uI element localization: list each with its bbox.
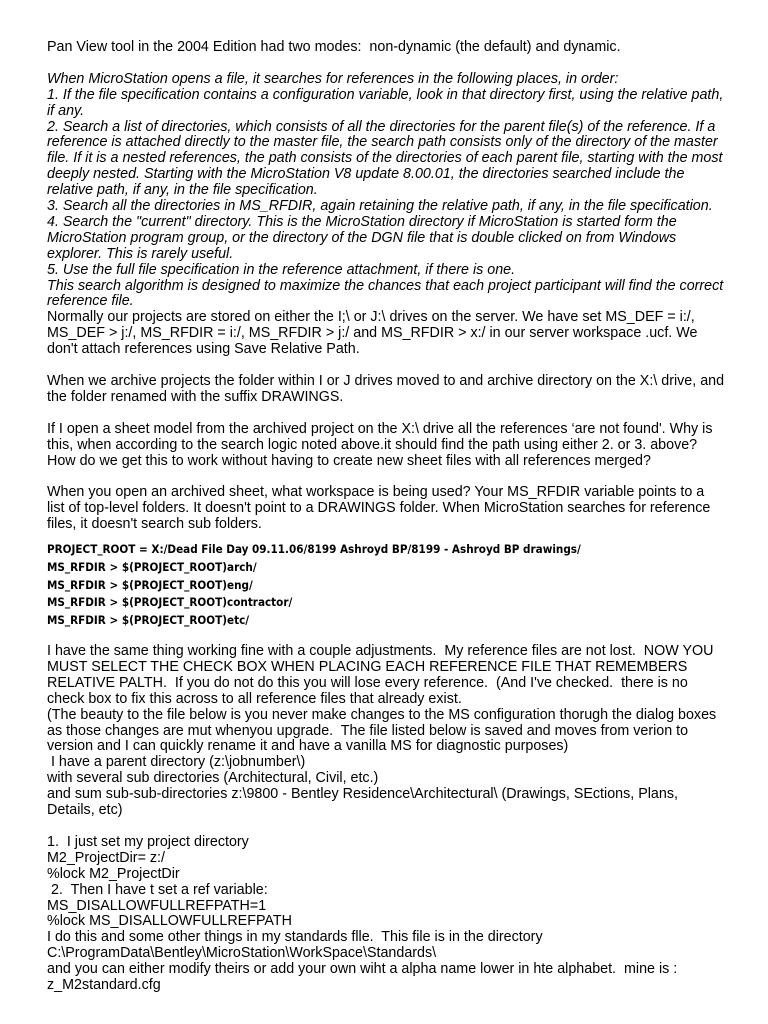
search-order-quote [47,72,742,311]
config-code-block [47,541,742,630]
paragraph-gap [47,630,742,644]
search-order-line: deeply nested. Starting with the MicroStation V8 update 8.00.01, the directories searched include the [47,166,685,183]
steps-line: M2_ProjectDir= z:/ [47,849,165,866]
steps-line: z_M2standard.cfg [47,977,161,994]
question-paragraph [47,422,742,470]
answer-paragraph [47,485,742,533]
steps-line: and you can either modify theirs or add your own wiht a alpha name lower in hte alphabet. mine is : [47,961,678,978]
reply-line: I have a parent directory (z:\jobnumber\) [47,754,306,771]
reply-line: RELATIVE PALTH. If you do not do this you will lose every reference. (And I've checked. there is no [47,674,688,691]
reply-line: check box to fix this across to all reference files that already exist. [47,690,462,707]
search-order-line: explorer. This is rarely useful. [47,245,234,262]
setup-line: don't attach references using Save Relative Path. [47,341,360,358]
question-line: this, when according to the search logic noted above.it should find the path using either 2. or 3. above? [47,436,698,453]
steps-line: C:\ProgramData\Bentley\MicroStation\WorkSpace\Standards\ [47,945,437,962]
intro-line: Pan View tool in the 2004 Edition had two modes: non-dynamic (the default) and dynamic. [47,39,621,55]
reply-line: with several sub directories (Architectural, Civil, etc.) [47,770,379,787]
search-order-line: 5. Use the full file specification in the reference attachment, if there is one. [47,261,516,278]
config-code-line: MS_RFDIR > $(PROJECT_ROOT)etc/ [47,613,250,628]
search-order-line: reference is attached directly to the master file, the search path consists only of the directory of the master [47,134,718,151]
setup-paragraph [47,310,742,358]
paragraph-gap [47,406,742,422]
reply-line: I have the same thing working fine with a couple adjustments. My reference files are not lost. NOW YOU [47,643,714,660]
search-order-line: MicroStation program group, or the directory of the DGN file that is double clicked on from Windows [47,229,677,246]
config-code-line: MS_RFDIR > $(PROJECT_ROOT)contractor/ [47,595,293,610]
config-code-line: MS_RFDIR > $(PROJECT_ROOT)eng/ [47,577,253,592]
steps-line: I do this and some other things in my standards flle. This file is in the directory [47,929,543,946]
steps-paragraph [47,835,742,994]
setup-line: MS_DEF > j:/, MS_RFDIR = i:/, MS_RFDIR > j:/ and MS_RFDIR > x:/ in our server workspace .ucf. We [47,325,698,342]
answer-line: list of top-level folders. It doesn't point to a DRAWINGS folder. When MicroStation searches for reference [47,500,711,517]
reply-line: version and I can quickly rename it and have a vanilla MS for diagnostic purposes) [47,738,569,755]
steps-line: %lock MS_DISALLOWFULLREFPATH [47,913,292,930]
steps-line: 2. Then I have t set a ref variable: [47,881,268,898]
search-order-line: 3. Search all the directories in MS_RFDIR, again retaining the relative path, if any, in the file specification. [47,198,713,215]
steps-line: MS_DISALLOWFULLREFPATH=1 [47,897,267,914]
archive-paragraph [47,374,742,406]
question-line: How do we get this to work without having to create new sheet files with all references merged? [47,452,651,469]
search-order-line: 2. Search a list of directories, which consists of all the directories for the parent file(s) of the reference. If a [47,118,716,135]
answer-line: files, it doesn't search sub folders. [47,516,262,533]
setup-line: Normally our projects are stored on either the I;\ or J:\ drives on the server. We have set MS_DEF = i:/, [47,309,695,326]
steps-line: %lock M2_ProjectDir [47,865,180,882]
search-order-line: if any. [47,102,85,119]
search-order-line: 1. If the file specification contains a configuration variable, look in that directory first, using the relative path, [47,86,724,103]
archive-line: the folder renamed with the suffix DRAWINGS. [47,388,344,405]
config-code-line: MS_RFDIR > $(PROJECT_ROOT)arch/ [47,559,257,574]
config-code-line: PROJECT_ROOT = X:/Dead File Day 09.11.06/8199 Ashroyd BP/8199 - Ashroyd BP drawings/ [47,542,581,557]
search-order-line: reference file. [47,293,134,310]
search-order-line: When MicroStation opens a file, it searches for references in the following places, in order: [47,70,619,87]
archive-line: When we archive projects the folder within I or J drives moved to and archive directory on the X:\ drive, and [47,373,725,389]
reply-line: Details, etc) [47,802,123,819]
search-order-line: file. If it is a nested references, the path consists of the directories of each parent file, starting with the most [47,150,723,167]
search-order-line: This search algorithm is designed to maximize the chances that each project participant will find the correct [47,277,724,294]
paragraph-gap [47,469,742,485]
reply-line: and sum sub-sub-directories z:\9800 - Bentley Residence\Architectural\ (Drawings, SEctions, Plans, [47,786,678,803]
paragraph-gap [47,533,742,541]
answer-line: When you open an archived sheet, what workspace is being used? Your MS_RFDIR variable points to a [47,484,705,501]
search-order-line: relative path, if any, in the file specification. [47,182,318,199]
search-order-line: 4. Search the "current" directory. This is the MicroStation directory if MicroStation is started form the [47,213,677,230]
question-line: If I open a sheet model from the archived project on the X:\ drive all the references ‘are not found'. Why is [47,420,713,437]
paragraph-gap [47,819,742,835]
reply-line: (The beauty to the file below is you never make changes to the MS configuration thorugh the dialog boxes [47,706,717,723]
reply-line: as those changes are mut whenyou upgrade. The file listed below is saved and moves from verion to [47,722,689,739]
paragraph-gap [47,358,742,374]
reply-line: MUST SELECT THE CHECK BOX WHEN PLACING EACH REFERENCE FILE THAT REMEMBERS [47,658,688,675]
steps-line: 1. I just set my project directory [47,833,249,850]
reply-paragraph [47,644,742,819]
paragraph-gap [47,56,742,72]
